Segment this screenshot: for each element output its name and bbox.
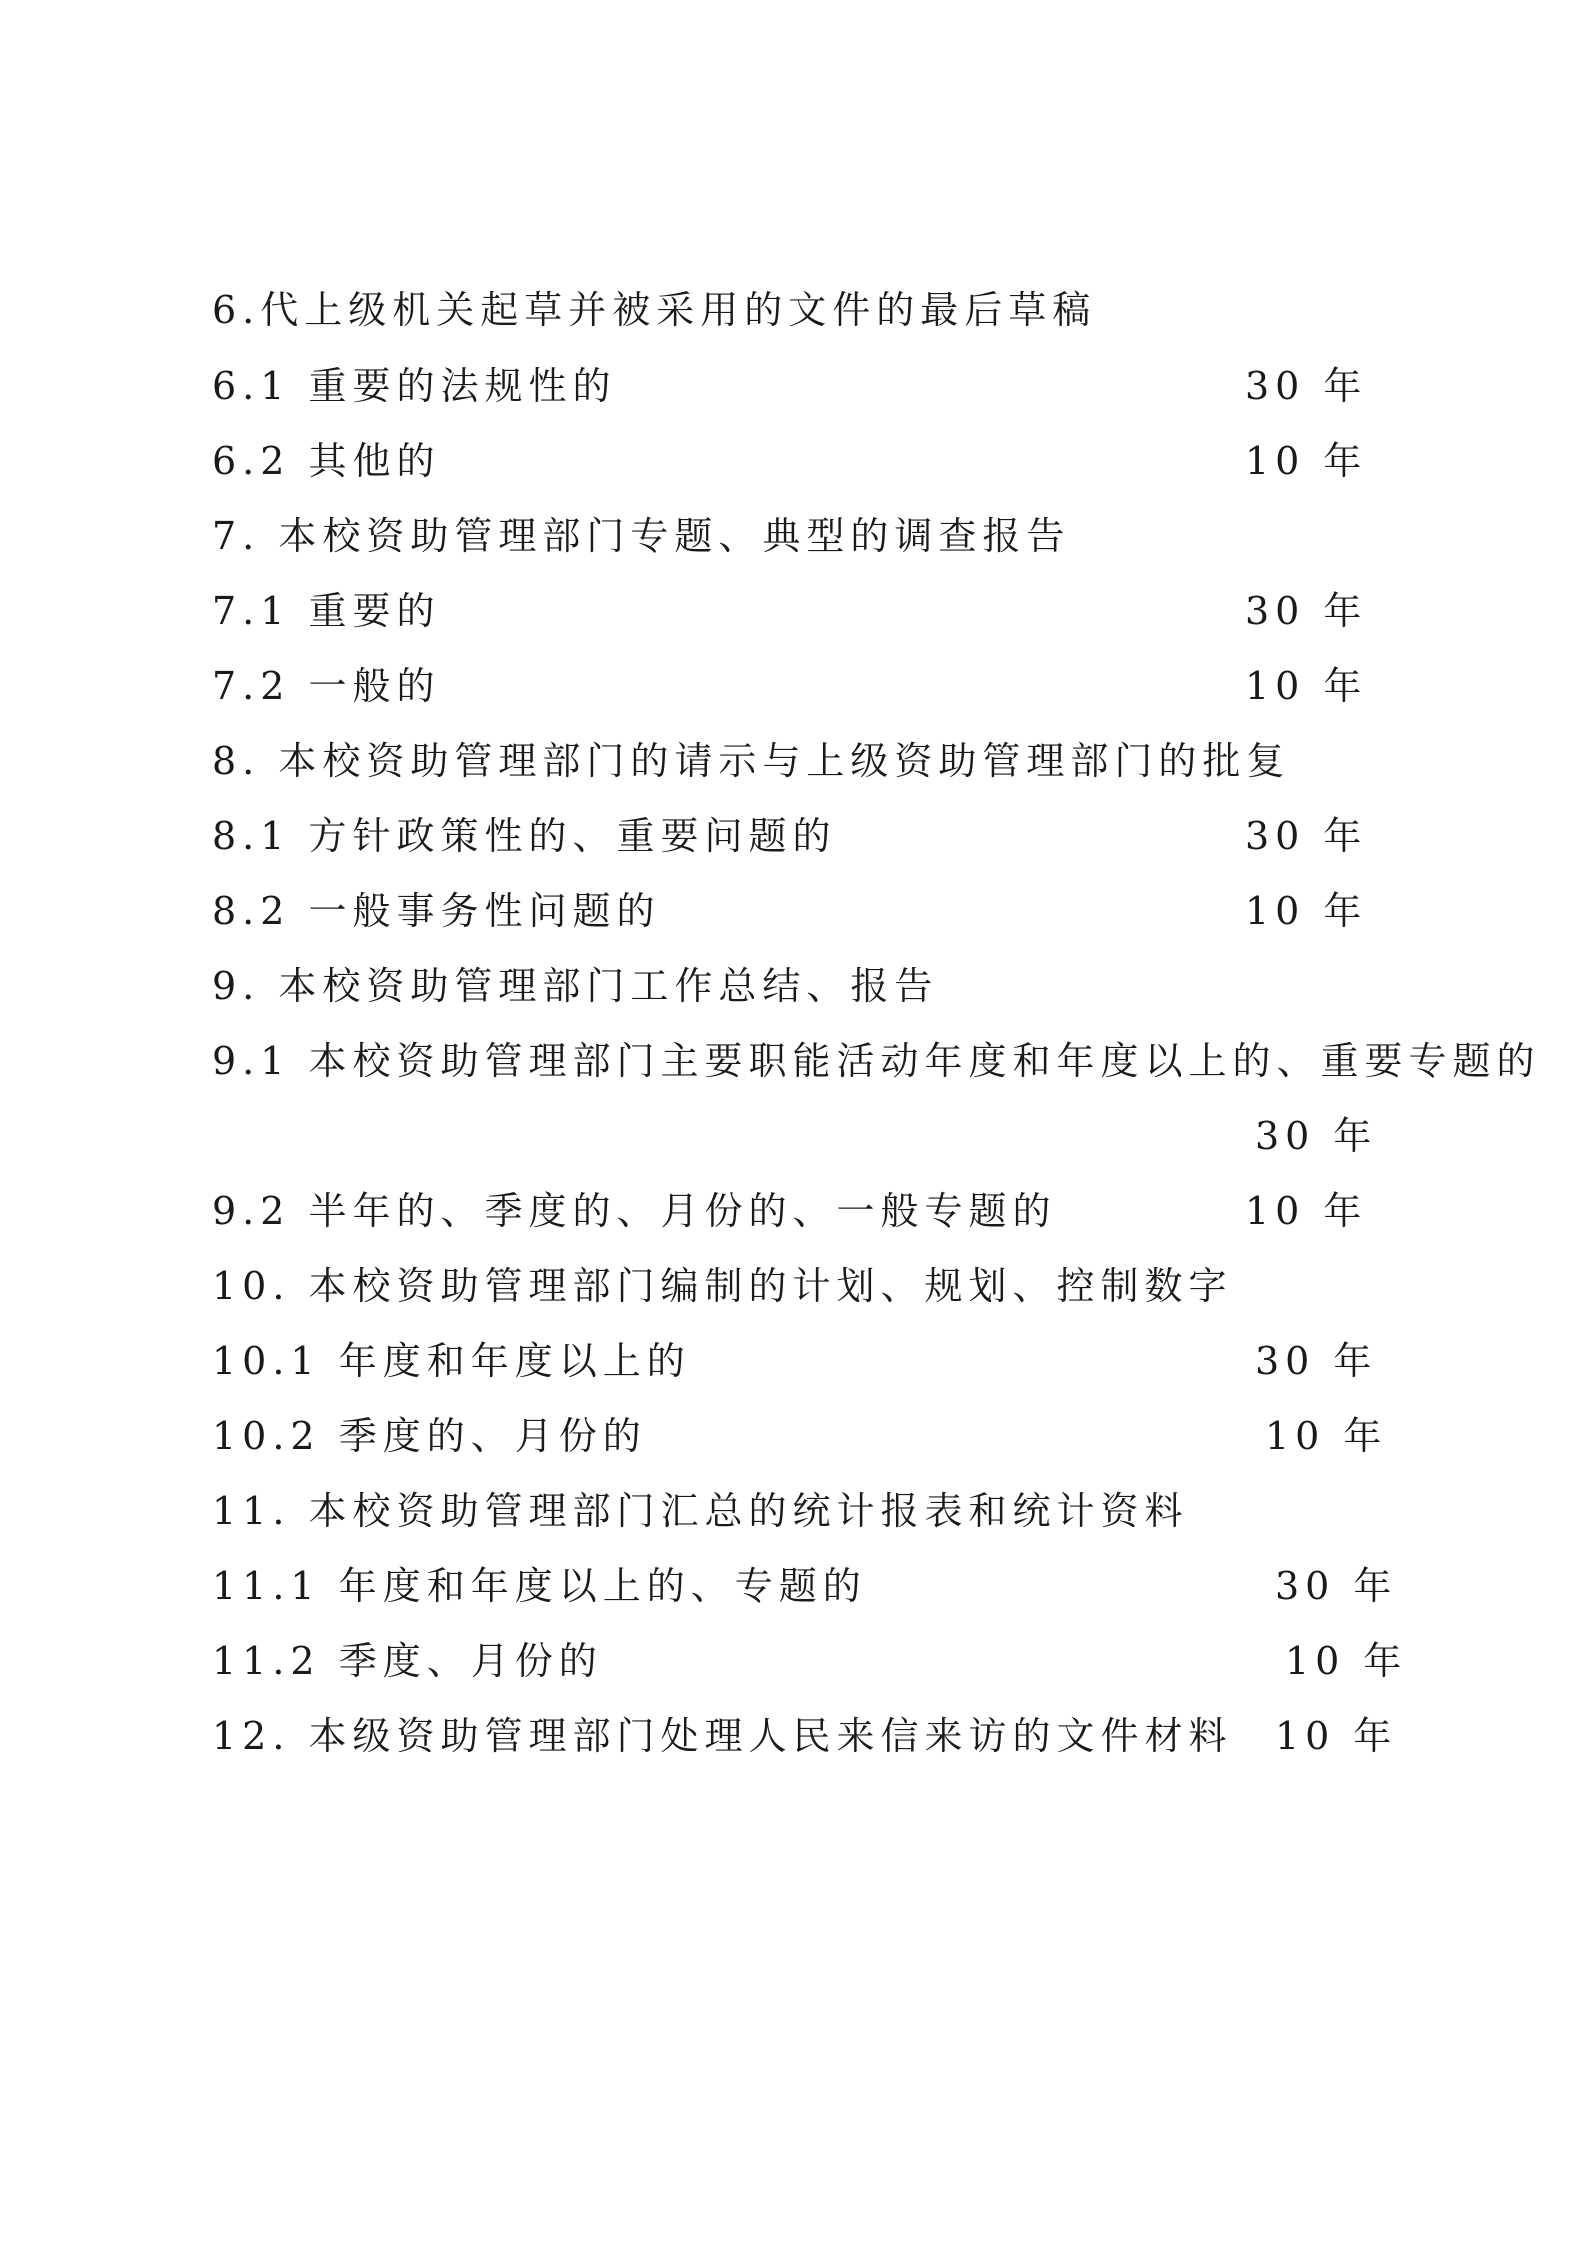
retention-period: 30 年 bbox=[1245, 364, 1368, 408]
line-text: 10.2 季度的、月份的 bbox=[212, 1414, 647, 1458]
line-text: 11.1 年度和年度以上的、专题的 bbox=[212, 1564, 867, 1608]
line-9-1 bbox=[212, 1031, 1541, 1091]
line-text: 8.1 方针政策性的、重要问题的 bbox=[212, 814, 837, 858]
line-text: 7. 本校资助管理部门专题、典型的调查报告 bbox=[212, 514, 1071, 558]
retention-period: 10 年 bbox=[1265, 1414, 1388, 1458]
line-text: 10.1 年度和年度以上的 bbox=[212, 1339, 691, 1383]
retention-period: 10 年 bbox=[1245, 1189, 1368, 1233]
line-8-2 bbox=[212, 881, 1392, 941]
line-text: 9.2 半年的、季度的、月份的、一般专题的 bbox=[212, 1189, 1057, 1233]
retention-period: 30 年 bbox=[1245, 589, 1368, 633]
line-text: 6.1 重要的法规性的 bbox=[212, 364, 617, 408]
line-text: 8.2 一般事务性问题的 bbox=[212, 889, 661, 933]
line-text: 6.代上级机关起草并被采用的文件的最后草稿 bbox=[212, 288, 1097, 332]
line-text: 9.1 本校资助管理部门主要职能活动年度和年度以上的、重要专题的 bbox=[212, 1039, 1541, 1083]
line-9-2 bbox=[212, 1181, 1392, 1241]
retention-period: 10 年 bbox=[1245, 439, 1368, 483]
line-11-2 bbox=[212, 1631, 1408, 1691]
line-6-2 bbox=[212, 431, 1392, 491]
line-7 bbox=[212, 506, 1392, 566]
retention-period: 30 年 bbox=[1275, 1564, 1398, 1608]
line-text: 11.2 季度、月份的 bbox=[212, 1639, 603, 1683]
line-7-2 bbox=[212, 656, 1392, 716]
line-6-1 bbox=[212, 356, 1392, 416]
retention-period: 10 年 bbox=[1245, 889, 1368, 933]
retention-period: 10 年 bbox=[1285, 1639, 1408, 1683]
line-10-1 bbox=[212, 1331, 1392, 1391]
line-10 bbox=[212, 1256, 1392, 1316]
line-10-2 bbox=[212, 1406, 1392, 1466]
line-11-1 bbox=[212, 1556, 1398, 1616]
line-text: 7.2 一般的 bbox=[212, 664, 441, 708]
line-8 bbox=[212, 731, 1392, 791]
line-6 bbox=[212, 280, 1392, 340]
line-text: 7.1 重要的 bbox=[212, 589, 441, 633]
line-12 bbox=[212, 1706, 1398, 1766]
line-11 bbox=[212, 1481, 1392, 1541]
retention-period: 10 年 bbox=[1245, 664, 1368, 708]
line-text: 9. 本校资助管理部门工作总结、报告 bbox=[212, 964, 939, 1008]
line-text: 12. 本级资助管理部门处理人民来信来访的文件材料 bbox=[212, 1714, 1233, 1758]
line-9-1-period bbox=[212, 1106, 1392, 1166]
line-7-1 bbox=[212, 581, 1392, 641]
line-text: 10. 本校资助管理部门编制的计划、规划、控制数字 bbox=[212, 1264, 1233, 1308]
line-text: 6.2 其他的 bbox=[212, 439, 441, 483]
retention-period: 30 年 bbox=[1255, 1339, 1378, 1383]
line-9 bbox=[212, 956, 1392, 1016]
retention-period: 30 年 bbox=[1255, 1114, 1378, 1158]
line-8-1 bbox=[212, 806, 1392, 866]
line-text: 8. 本校资助管理部门的请示与上级资助管理部门的批复 bbox=[212, 739, 1291, 783]
retention-period: 30 年 bbox=[1245, 814, 1368, 858]
retention-period: 10 年 bbox=[1275, 1714, 1398, 1758]
line-text: 11. 本校资助管理部门汇总的统计报表和统计资料 bbox=[212, 1489, 1189, 1533]
